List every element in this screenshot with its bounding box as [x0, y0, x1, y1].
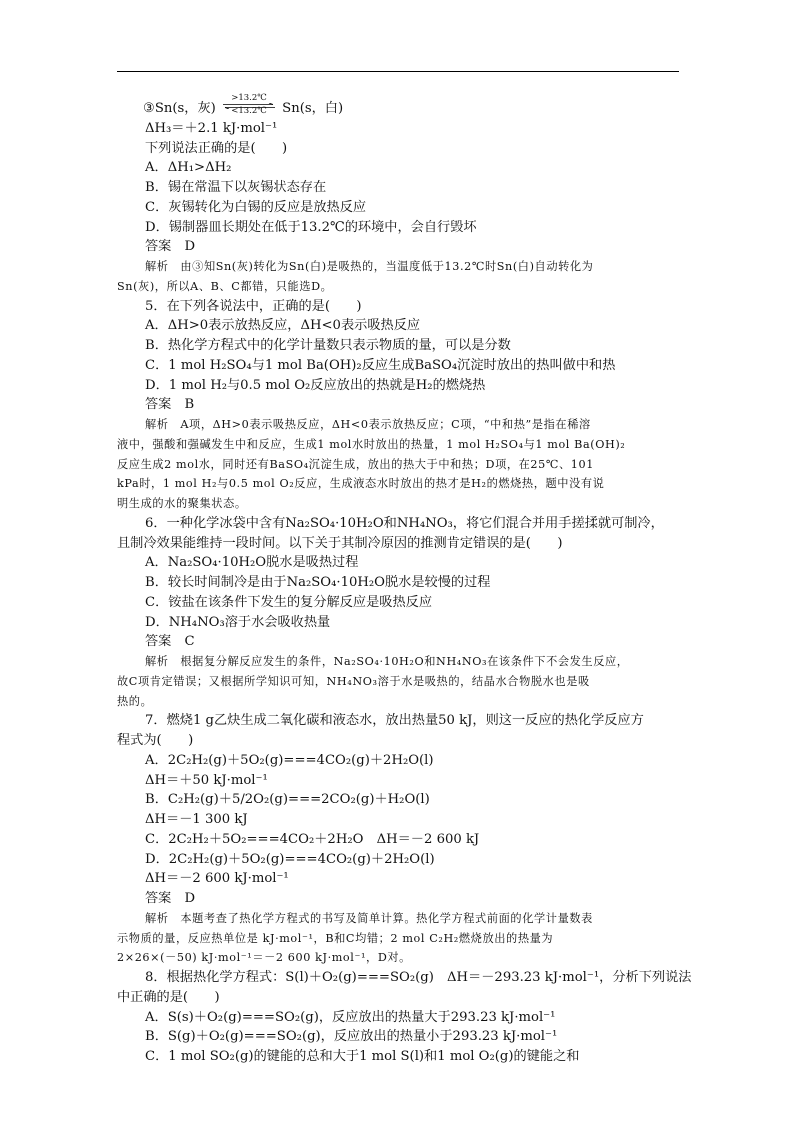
option-b-delta-h: ΔH＝－1 300 kJ	[145, 812, 248, 827]
option-a: A．ΔH₁>ΔH₂	[145, 160, 232, 176]
option-b: B．锡在常温下以灰锡状态存在	[145, 180, 327, 195]
answer: 答案 D	[145, 239, 196, 255]
explanation: 解析 根据复分解反应发生的条件，Na₂SO₄·10H₂O和NH₄NO₃在该条件下不会发生反应，	[145, 655, 629, 668]
explanation: 液中，强酸和强碱发生中和反应，生成1 mol水时放出的热量，1 mol H₂SO₄与1 mol Ba(OH)₂	[117, 437, 626, 451]
option-c: C．铵盐在该条件下发生的复分解反应是吸热反应	[145, 594, 433, 610]
answer: 答案 D	[145, 891, 196, 906]
answer: 答案 C	[145, 634, 195, 650]
explanation: 示物质的量，反应热单位是 kJ·mol⁻¹，B和C均错；2 mol C₂H₂燃烧放出的热量为	[117, 931, 554, 945]
option-c: C．2C₂H₂＋5O₂===4CO₂＋2H₂O ΔH＝－2 600 kJ	[145, 831, 480, 847]
option-b: B．热化学方程式中的化学计量数只表示物质的量，可以是分数	[145, 338, 511, 353]
option-b: B．较长时间制冷是由于Na₂SO₄·10H₂O脱水是较慢的过程	[145, 575, 491, 590]
explanation: 反应生成2 mol水，同时还有BaSO₄沉淀生成，放出的热大于中和热；D项，在25℃、101	[117, 457, 594, 471]
option-c: C．1 mol SO₂(g)的键能的总和大于1 mol S(l)和1 mol O₂(g)的键能之和	[145, 1049, 580, 1064]
question-7: 程式为( )	[117, 733, 194, 748]
option-a: A．Na₂SO₄·10H₂O脱水是吸热过程	[145, 555, 359, 571]
arrow-condition-below: <13.2℃	[231, 106, 267, 116]
explanation: 故C项肯定错误；又根据所学知识可知，NH₄NO₃溶于水是吸热的，结晶水合物脱水也是吸	[117, 674, 590, 688]
option-d: D．1 mol H₂与0.5 mol O₂反应放出的热就是H₂的燃烧热	[145, 377, 486, 393]
equation-3-right: Sn(s，白)	[277, 101, 344, 116]
option-d-delta-h: ΔH＝－2 600 kJ·mol⁻¹	[145, 871, 289, 887]
question-8: 中正确的是( )	[117, 989, 220, 1005]
delta-h3: ΔH₃＝＋2.1 kJ·mol⁻¹	[145, 120, 278, 136]
option-c: C．1 mol H₂SO₄与1 mol Ba(OH)₂反应生成BaSO₄沉淀时放出的热叫做中和热	[145, 357, 616, 373]
question-6: 且制冷效果能维持一段时间。以下关于其制冷原因的推测肯定错误的是( )	[117, 535, 563, 551]
answer: 答案 B	[145, 397, 195, 413]
equation-3-left: ③Sn(s，灰)	[143, 101, 220, 116]
explanation: 解析 本题考查了热化学方程式的书写及简单计算。热化学方程式前面的化学计量数表	[145, 911, 593, 925]
question-7: 7．燃烧1 g乙炔生成二氧化碳和液态水，放出热量50 kJ，则这一反应的热化学反应方	[145, 713, 644, 729]
question-8: 8．根据热化学方程式：S(l)＋O₂(g)===SO₂(g) ΔH＝－293.23 kJ·mol⁻¹，分析下列说法	[145, 970, 692, 985]
question-5: 5．在下列各说法中，正确的是( )	[145, 298, 362, 314]
option-d: D．NH₄NO₃溶于水会吸收热量	[145, 614, 331, 630]
option-b: B．C₂H₂(g)＋5/2O₂(g)===2CO₂(g)＋H₂O(l)	[145, 792, 430, 808]
explanation: 2×26×(－50) kJ·mol⁻¹＝－2 600 kJ·mol⁻¹，D对。	[117, 951, 411, 965]
explanation: 解析 由③知Sn(灰)转化为Sn(白)是吸热的，当温度低于13.2℃时Sn(白)自动转化为	[145, 260, 594, 273]
option-a: A．S(s)＋O₂(g)===SO₂(g)，反应放出的热量大于293.23 kJ·mol⁻¹	[145, 1009, 556, 1025]
explanation: 热的。	[117, 694, 153, 708]
explanation: 明生成的水的聚集状态。	[117, 497, 247, 510]
explanation: kPa时，1 mol H₂与0.5 mol O₂反应，生成液态水时放出的热才是H₂的燃烧热，题中没有说	[117, 477, 605, 491]
option-d: D．锡制器皿长期处在低于13.2℃的环境中，会自行毁坏	[145, 219, 477, 235]
header-rule	[117, 71, 679, 72]
explanation: 解析 A项，ΔH>0表示吸热反应，ΔH<0表示放热反应；C项，“中和热”是指在稀溶	[145, 418, 591, 431]
option-c: C．灰锡转化为白锡的反应是放热反应	[145, 199, 367, 215]
option-b: B．S(g)＋O₂(g)===SO₂(g)，反应放出的热量小于293.23 kJ·mol⁻¹	[145, 1029, 558, 1045]
explanation: Sn(灰)，所以A、B、C都错，只能选D。	[117, 279, 333, 293]
option-a: A．2C₂H₂(g)＋5O₂(g)===4CO₂(g)＋2H₂O(l)	[145, 752, 434, 768]
question-stem: 下列说法正确的是( )	[145, 140, 288, 156]
option-d: D．2C₂H₂(g)＋5O₂(g)===4CO₂(g)＋2H₂O(l)	[145, 851, 435, 867]
reversible-arrow	[220, 93, 278, 118]
question-6: 6．一种化学冰袋中含有Na₂SO₄·10H₂O和NH₄NO₃，将它们混合并用手搓揉就可制冷，	[145, 515, 664, 531]
document-page	[117, 93, 692, 1067]
equation-3	[117, 93, 683, 119]
option-a: A．ΔH>0表示放热反应，ΔH<0表示吸热反应	[145, 318, 421, 334]
option-a-delta-h: ΔH＝＋50 kJ·mol⁻¹	[145, 772, 268, 788]
arrow-condition-above: >13.2℃	[231, 93, 267, 103]
